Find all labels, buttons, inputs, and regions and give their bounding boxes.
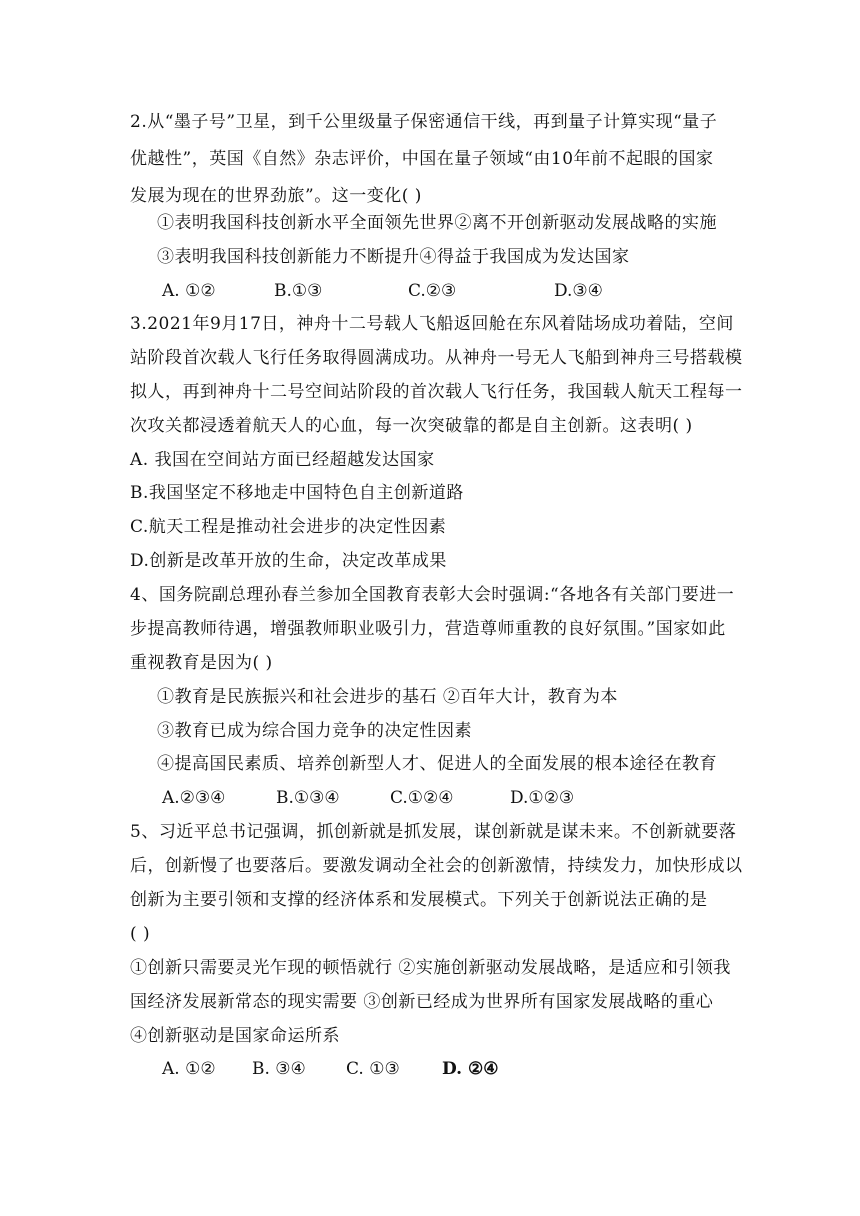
q3-stem-line-1: 3.2021年9月17日，神舟十二号载人飞船返回舱在东风着陆场成功着陆，空间 bbox=[130, 314, 734, 334]
q4-option-a: A.②③④ bbox=[162, 788, 226, 808]
q3-stem-line-4: 次攻关都浸透着航天人的心血，每一次突破靠的都是自主创新。这表明( ) bbox=[130, 416, 693, 436]
q4-stem-line-2: 步提高教师待遇，增强教师职业吸引力，营造尊师重教的良好氛围。”国家如此 bbox=[130, 619, 726, 639]
q5-stem-line-2: 后，创新慢了也要落后。要激发调动全社会的创新激情，持续发力，加快形成以 bbox=[130, 856, 743, 876]
q5-option-a: A. ①② bbox=[162, 1059, 216, 1079]
q2-option-d: D.③④ bbox=[554, 281, 603, 301]
q5-option-d: D. ②④ bbox=[442, 1059, 499, 1079]
q4-option-d: D.①②③ bbox=[510, 788, 575, 808]
q5-option-c: C. ①③ bbox=[346, 1059, 400, 1079]
q5-statement-line-3: ④创新驱动是国家命运所系 bbox=[130, 1026, 340, 1046]
q5-statement-line-1: ①创新只需要灵光乍现的顿悟就行 ②实施创新驱动发展战略，是适应和引领我 bbox=[130, 958, 731, 978]
q3-stem-line-3: 拟人，再到神舟十二号空间站阶段的首次载人飞行任务，我国载人航天工程每一 bbox=[130, 382, 743, 402]
q2-option-b: B.①③ bbox=[274, 281, 323, 301]
q3-option-d: D.创新是改革开放的生命，决定改革成果 bbox=[130, 551, 447, 571]
q4-statement-2: ③教育已成为综合国力竞争的决定性因素 bbox=[157, 721, 472, 741]
q2-stem-line-2: 优越性”，英国《自然》杂志评价，中国在量子领域“由10年前不起眼的国家 bbox=[130, 149, 714, 169]
q2-stem-line-1: 2.从“墨子号”卫星，到千公里级量子保密通信干线，再到量子计算实现“量子 bbox=[130, 112, 718, 132]
q5-stem-line-4: ( ) bbox=[130, 924, 151, 944]
q3-option-c: C.航天工程是推动社会进步的决定性因素 bbox=[130, 517, 447, 537]
q2-statement-2: ③表明我国科技创新能力不断提升④得益于我国成为发达国家 bbox=[157, 247, 630, 267]
q4-statement-3: ④提高国民素质、培养创新型人才、促进人的全面发展的根本途径在教育 bbox=[157, 754, 717, 774]
q2-stem-line-3: 发展为现在的世界劲旅”。这一变化( ) bbox=[130, 186, 422, 206]
q4-stem-line-3: 重视教育是因为( ) bbox=[130, 653, 273, 673]
q5-statement-line-2: 国经济发展新常态的现实需要 ③创新已经成为世界所有国家发展战略的重心 bbox=[130, 992, 714, 1012]
q2-statement-1: ①表明我国科技创新水平全面领先世界②离不开创新驱动发展战略的实施 bbox=[157, 213, 717, 233]
q4-statement-1: ①教育是民族振兴和社会进步的基石 ②百年大计，教育为本 bbox=[157, 687, 618, 707]
q5-stem-line-3: 创新为主要引领和支撑的经济体系和发展模式。下列关于创新说法正确的是 bbox=[130, 890, 708, 910]
q2-option-c: C.②③ bbox=[408, 281, 457, 301]
q2-option-a: A. ①② bbox=[162, 281, 216, 301]
q4-stem-line-1: 4、国务院副总理孙春兰参加全国教育表彰大会时强调:“各地各有关部门要进一 bbox=[130, 585, 735, 605]
q5-stem-line-1: 5、习近平总书记强调，抓创新就是抓发展，谋创新就是谋未来。不创新就要落 bbox=[130, 822, 737, 842]
q4-option-b: B.①③④ bbox=[276, 788, 340, 808]
q4-option-c: C.①②④ bbox=[390, 788, 454, 808]
q3-option-b: B.我国坚定不移地走中国特色自主创新道路 bbox=[130, 483, 464, 503]
q3-option-a: A. 我国在空间站方面已经超越发达国家 bbox=[130, 450, 435, 470]
q3-stem-line-2: 站阶段首次载人飞行任务取得圆满成功。从神舟一号无人飞船到神舟三号搭载模 bbox=[130, 348, 743, 368]
q5-option-b: B. ③④ bbox=[252, 1059, 306, 1079]
